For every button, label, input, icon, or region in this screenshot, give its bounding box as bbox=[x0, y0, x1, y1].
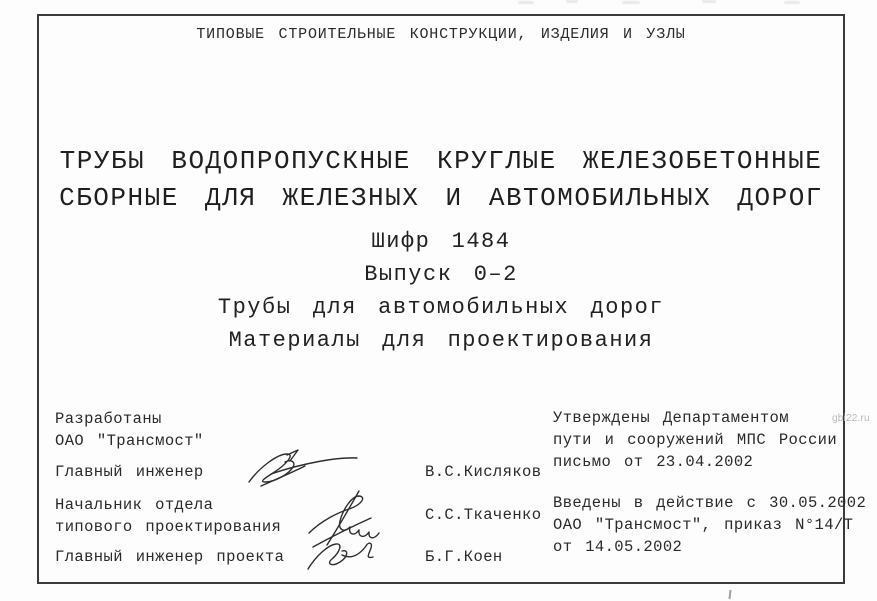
developed-organization: ОАО "Трансмост" bbox=[55, 432, 204, 450]
developed-label: Разработаны bbox=[55, 410, 162, 428]
scan-artifact bbox=[566, 0, 578, 3]
scan-artifact bbox=[622, 1, 640, 4]
signatory-role-chief-project-engineer: Главный инженер проекта bbox=[55, 548, 285, 566]
signature-koen bbox=[304, 539, 378, 575]
signatory-name-koen: Б.Г.Коен bbox=[425, 548, 503, 566]
effective-line-2: ОАО "Трансмост", приказ N°14/Т bbox=[553, 516, 854, 534]
issue-line: Выпуск 0–2 bbox=[364, 262, 518, 287]
cipher-line: Шифр 1484 bbox=[371, 229, 511, 254]
effective-line-1: Введены в действие с 30.05.2002 bbox=[553, 494, 867, 512]
signatory-name-tkachenko: С.С.Ткаченко bbox=[425, 506, 542, 524]
approved-line-1: Утверждены Департаментом bbox=[553, 409, 789, 427]
approved-line-3: письмо от 23.04.2002 bbox=[553, 453, 754, 471]
subtitle-line-2: Материалы для проектирования bbox=[228, 328, 654, 353]
signatory-name-kislyakov: В.С.Кисляков bbox=[425, 463, 542, 481]
signatory-role-dept-head-line-2: типового проектирования bbox=[55, 518, 282, 536]
scan-artifact bbox=[702, 0, 716, 3]
scan-artifact bbox=[784, 1, 800, 4]
main-title-line-1: ТРУБЫ ВОДОПРОПУСКНЫЕ КРУГЛЫЕ ЖЕЛЕЗОБЕТОННЫЕ bbox=[59, 146, 823, 176]
effective-line-3: от 14.05.2002 bbox=[553, 538, 683, 556]
signatory-role-dept-head-line-1: Начальник отдела bbox=[55, 496, 214, 514]
watermark: gbi22.ru bbox=[832, 413, 870, 424]
scan-artifact bbox=[518, 1, 534, 4]
main-title-line-2: СБОРНЫЕ ДЛЯ ЖЕЛЕЗНЫХ И АВТОМОБИЛЬНЫХ ДОРОГ bbox=[59, 183, 823, 213]
signatory-role-chief-engineer: Главный инженер bbox=[55, 463, 204, 481]
subtitle-line-1: Трубы для автомобильных дорог bbox=[217, 295, 665, 320]
series-header: ТИПОВЫЕ СТРОИТЕЛЬНЫЕ КОНСТРУКЦИИ, ИЗДЕЛИЯ И УЗЛЫ bbox=[196, 26, 686, 43]
scan-artifact-tick bbox=[728, 590, 731, 599]
signature-kislyakov bbox=[243, 448, 361, 490]
approved-line-2: пути и сооружений МПС России bbox=[553, 431, 838, 449]
